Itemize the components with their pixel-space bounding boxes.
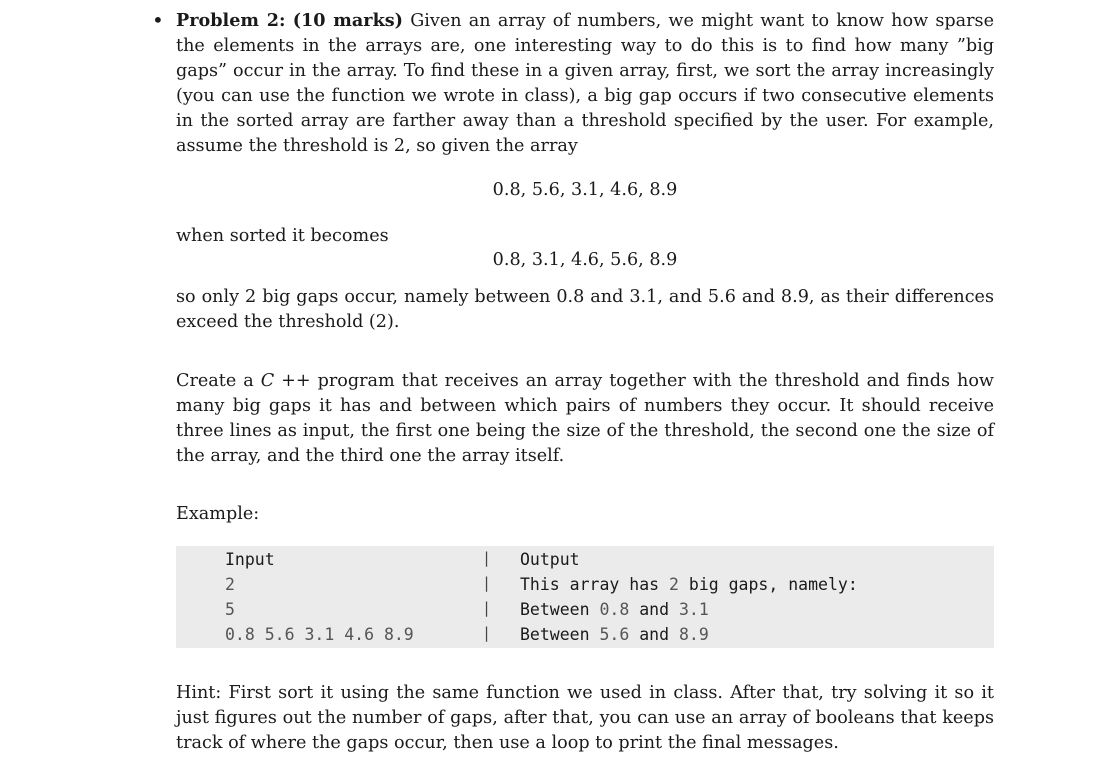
output-header: Output — [520, 550, 580, 569]
gap-end-value: 8.9 — [678, 625, 709, 644]
original-array: 0.8, 5.6, 3.1, 4.6, 8.9 — [492, 180, 678, 200]
output-between-word: Between — [520, 625, 590, 644]
output-between-word: Between — [520, 600, 590, 619]
output-summary-post: big gaps, namely: — [678, 575, 858, 594]
task-description — [176, 369, 994, 469]
problem-intro — [176, 8, 994, 159]
output-gap-line — [520, 597, 709, 622]
bullet-marker: • — [152, 8, 164, 32]
input-threshold: 2 — [225, 575, 235, 594]
problem-marks: (10 marks) — [292, 10, 403, 31]
result-text: so only 2 big gaps occur, namely between 0.8 and 3.1, and 5.6 and 8.9, as their differences exceed the threshold (2). — [176, 287, 994, 332]
output-summary-line — [520, 572, 858, 597]
task-post: program that receives an array together with the threshold and finds how many big gaps it has and between which pairs of numbers they occur. It should receive three lines as input, the first one being the size of the threshold, the second one the size of the array, and the third one the array itself. — [176, 371, 994, 466]
column-separator: | — [484, 599, 490, 617]
hint-text: Hint: First sort it using the same function we used in class. After that, try solving it so it just figures out the number of gaps, after that, you can use an array of booleans that keeps track of where the gaps occur, then use a loop to print the final messages. — [176, 683, 994, 753]
language-name: C ++ — [260, 371, 311, 391]
gap-end-value: 3.1 — [678, 600, 709, 619]
column-separator: | — [484, 574, 490, 592]
problem-intro-text: Given an array of numbers, we might want to know how sparse the elements in the arrays are, one interesting way to do this is to find how many ”big gaps” occur in the array. To find these in a given array, first, we sort the array increasingly (you can use the function we wrote in class), a big gap occurs if two consecutive elements in the sorted array are farther away than a threshold specified by the user. For example, assume the threshold is 2, so given the array — [176, 11, 994, 156]
task-pre: Create a — [176, 371, 254, 391]
example-label: Example: — [176, 504, 260, 524]
input-array: 0.8 5.6 3.1 4.6 8.9 — [225, 625, 414, 644]
output-and-word: and — [639, 625, 670, 644]
output-gap-line — [520, 622, 709, 647]
problem-label: Problem 2: — [176, 10, 286, 31]
sorted-array: 0.8, 3.1, 4.6, 5.6, 8.9 — [492, 250, 678, 270]
output-summary-pre: This array has — [520, 575, 670, 594]
output-and-word: and — [639, 600, 670, 619]
gap-start-value: 5.6 — [599, 625, 630, 644]
input-header: Input — [225, 550, 275, 569]
output-gap-count: 2 — [669, 575, 679, 594]
column-separator: | — [484, 624, 490, 642]
column-separator: | — [484, 549, 490, 567]
input-size: 5 — [225, 600, 235, 619]
gap-start-value: 0.8 — [599, 600, 630, 619]
when-sorted-text: when sorted it becomes — [176, 226, 389, 246]
